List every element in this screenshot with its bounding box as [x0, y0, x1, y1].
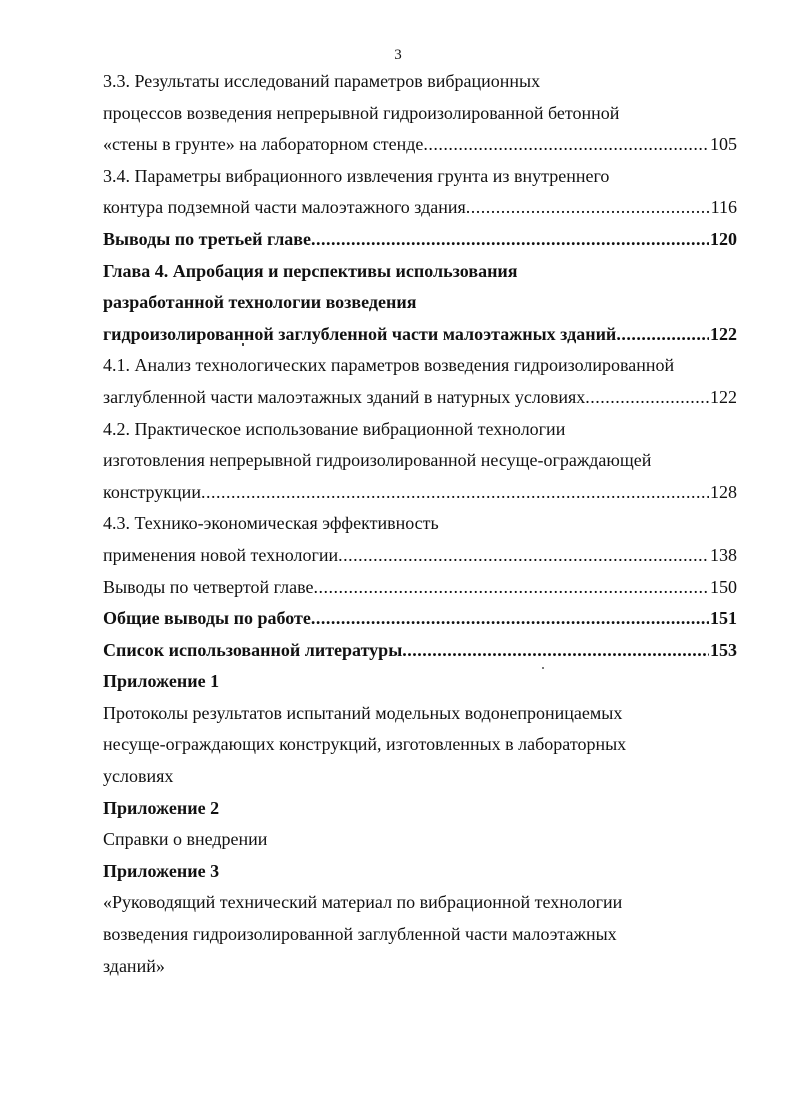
- toc-entry-text: разработанной технологии возведения: [103, 292, 417, 313]
- toc-entry: [103, 66, 737, 161]
- toc-entry-text: Список использованной литературы: [103, 639, 403, 660]
- appendix-title: Приложение 2: [103, 797, 220, 818]
- toc-page-number: 122: [710, 386, 737, 407]
- toc-entry: [103, 572, 737, 604]
- toc-entry-last-line: [103, 382, 737, 414]
- appendix-description: Справки о внедрении: [103, 829, 268, 850]
- dot-leader: [201, 477, 709, 509]
- appendix: [103, 856, 737, 982]
- toc-entry-text: «стены в грунте» на лабораторном стенде: [103, 134, 424, 155]
- dot-leader: [616, 319, 709, 351]
- toc-page-number: 122: [710, 323, 737, 344]
- toc-page-number: 138: [710, 544, 737, 565]
- toc-page-number: 150: [710, 576, 737, 597]
- toc-entry-text: Общие выводы по работе: [103, 608, 311, 629]
- toc-entry-text: процессов возведения непрерывной гидроизолированной бетонной: [103, 102, 620, 123]
- toc-entry-last-line: [103, 603, 737, 635]
- toc-page-number: 116: [710, 197, 737, 218]
- toc-entry-last-line: [103, 192, 737, 224]
- toc-entry-text: изготовления непрерывной гидроизолированной несуще-ограждающей: [103, 450, 652, 471]
- page-number: 3: [394, 47, 402, 63]
- toc-page-number: 128: [710, 481, 737, 502]
- toc-entry-text: 4.3. Технико-экономическая эффективность: [103, 513, 439, 534]
- toc-entry-last-line: [103, 572, 737, 604]
- toc-entry: [103, 224, 737, 256]
- appendix-description: несуще-ограждающих конструкций, изготовленных в лабораторных: [103, 734, 627, 755]
- toc-entry-text: 4.1. Анализ технологических параметров возведения гидроизолированной: [103, 355, 675, 376]
- toc-entry: [103, 350, 737, 413]
- dot-leader: [402, 635, 709, 667]
- appendix-description: Протоколы результатов испытаний модельных водонепроницаемых: [103, 702, 623, 723]
- appendix-description: возведения гидроизолированной заглубленной части малоэтажных: [103, 924, 617, 945]
- toc-entry-last-line: [103, 635, 737, 667]
- toc-entry: [103, 603, 737, 635]
- dot-leader: [311, 224, 709, 256]
- appendix-description: зданий»: [103, 955, 165, 976]
- toc-entry-text: 3.4. Параметры вибрационного извлечения грунта из внутреннего: [103, 165, 610, 186]
- toc-entry-last-line: [103, 129, 737, 161]
- toc-entry-last-line: [103, 477, 737, 509]
- toc-page-number: 105: [710, 134, 737, 155]
- dot-leader: [466, 192, 710, 224]
- appendix: [103, 793, 737, 856]
- toc-entry: [103, 161, 737, 224]
- toc-entry-text: Глава 4. Апробация и перспективы использования: [103, 260, 518, 281]
- toc-entry: [103, 635, 737, 667]
- dot-leader: [423, 129, 709, 161]
- toc-page-number: 120: [710, 228, 737, 249]
- table-of-contents: [103, 66, 737, 982]
- toc-entry-text: Выводы по четвертой главе: [103, 576, 314, 597]
- toc-entry-text: контура подземной части малоэтажного здания: [103, 197, 466, 218]
- toc-page-number: 151: [710, 608, 737, 629]
- toc-entry-text: применения новой технологии: [103, 544, 339, 565]
- toc-entry-text: 3.3. Результаты исследований параметров вибрационных: [103, 71, 541, 91]
- dot-leader: [311, 603, 709, 635]
- toc-entry-text: гидроизолированной заглубленной части малоэтажных зданий: [103, 323, 617, 344]
- dot-leader: [338, 540, 709, 572]
- toc-entry-text: Выводы по третьей главе: [103, 228, 312, 249]
- dot-leader: [313, 572, 709, 604]
- toc-page-number: 153: [710, 639, 737, 660]
- toc-entry: [103, 256, 737, 351]
- toc-entry-last-line: [103, 319, 737, 351]
- appendix-description: условиях: [103, 766, 174, 787]
- toc-entry-text: конструкции: [103, 481, 201, 502]
- toc-entry-last-line: [103, 540, 737, 572]
- toc-entry-text: 4.2. Практическое использование вибрационной технологии: [103, 418, 566, 439]
- appendix-description: «Руководящий технический материал по вибрационной технологии: [103, 892, 623, 913]
- toc-entry: [103, 508, 737, 571]
- dot-leader: [585, 382, 709, 414]
- appendix-title: Приложение 3: [103, 860, 220, 881]
- toc-entry-text: заглубленной части малоэтажных зданий в натурных условиях: [103, 386, 586, 407]
- appendix-title: Приложение 1: [103, 671, 220, 692]
- appendix: [103, 666, 737, 792]
- toc-entry-last-line: [103, 224, 737, 256]
- toc-entry: [103, 414, 737, 509]
